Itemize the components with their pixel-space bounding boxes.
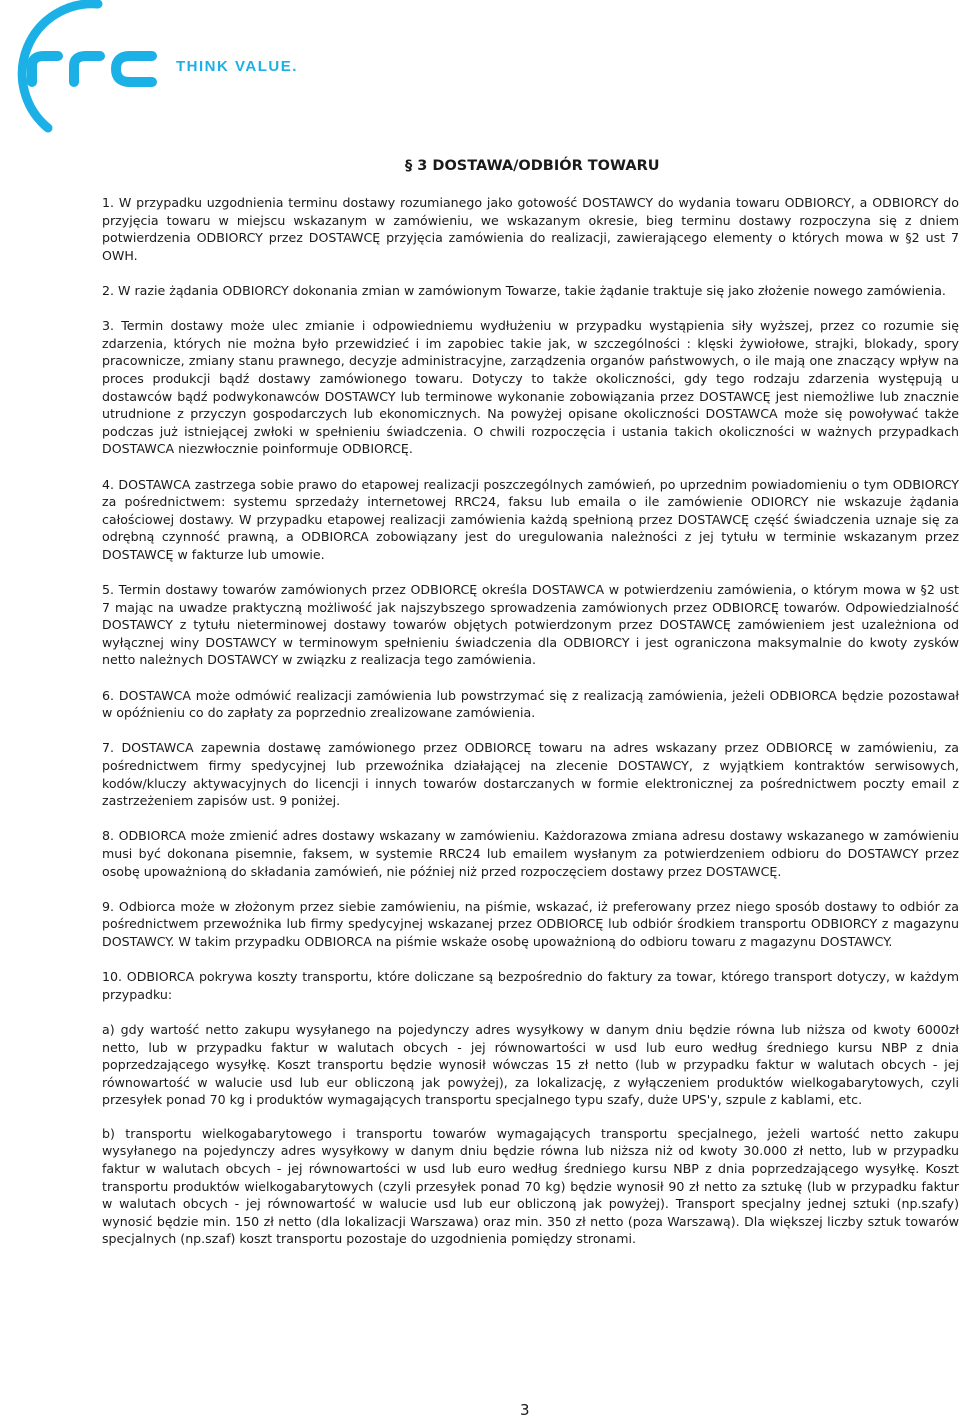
paragraph-3: 3. Termin dostawy może ulec zmianie i odpowiedniemu wydłużeniu w przypadku wystąpienia siły wyższej, przez co rozumie się zdarzenia, których nie można było przewidzieć i im zapobiec takie jak, w szczególności : klęski żywiołowe, strajki, blokady, spory pracownicze, zmiany stanu prawnego, decyzje administracyjne, zarządzenia organów państwowych, o ile mają one znaczący wpływ na proces produkcji bądź dostawy zamówionego towaru. Dotyczy to także okoliczności, gdy tego rodzaju zdarzenia występują u dostawców bądź podwykonawców DOSTAWCY lub terminowe wykonanie zobowiązania przez DOSTAWCĘ jest niemożliwe lub znacznie utrudnione z przyczyn gospodarczych lub ekonomicznych. Na powyżej opisane okoliczności DOSTAWCA może się powoływać także podczas już istniejącej zwłoki w spełnieniu świadczenia. O chwili rozpoczęcia i ustania takich okoliczności w ważnych przypadkach DOSTAWCA niezwłocznie poinformuje ODBIORCĘ.	[102, 318, 959, 457]
paragraph-8: 8. ODBIORCA może zmienić adres dostawy wskazany w zamówieniu. Każdorazowa zmiana adresu dostawy wskazanego w zamówieniu musi być dokonana pisemnie, faksem, w systemie RRC24 lub emailem wysłanym za potwierdzeniem odbioru do DOSTAWCY przez osobę upoważnioną do składania zamówień, nie później niż przed rozpoczęciem dostawy przez DOSTAWCĘ.	[102, 828, 959, 879]
paragraph-2: 2. W razie żądania ODBIORCY dokonania zmian w zamówionym Towarze, takie żądanie traktuje się jako złożenie nowego zamówienia.	[102, 282, 946, 298]
paragraph-7: 7. DOSTAWCA zapewnia dostawę zamówionego przez ODBIORCĘ towaru na adres wskazany przez ODBIORCĘ w zamówieniu, za pośrednictwem firmy spedycyjnej lub przewoźnika działającej na zlecenie DOSTAWCY, z wyjątkiem kontraktów serwisowych, kodów/kluczy aktywacyjnych do licencji i innych towarów dostarczanych w formie elektronicznej za pośrednictwem poczty email z zastrzeżeniem zapisów ust. 9 poniżej.	[102, 740, 959, 809]
subparagraph-b: b) transportu wielkogabarytowego i transportu towarów wymagających transportu specjalnego, jeżeli wartość netto zakupu wysyłanego na pojedynczy adres wysyłkowy w danym dniu będzie równa lub niższa niż od kwoty 30.000 zł netto, lub w przypadku faktur w walutach obcych - jej równowartości w usd lub euro według średniego kursu NBP z dnia poprzedzającego wysyłkę. Koszt transportu produktów wielkogabarytowych (czyli przesyłek ponad 70 kg) będzie wynosił 90 zł netto za sztukę (lub w przypadku faktur w walutach obcych - jej równowartość w walucie usd lub eur obliczoną jak powyżej). Transport specjalny jednej sztuki (np.szafy) wynosić będzie min. 150 zł netto (dla lokalizacji Warszawa) oraz min. 350 zł netto (poza Warszawą). Dla większej liczby sztuk towarów specjalnych (np.szaf) koszt transportu pozostaje do uzgodnienia pomiędzy stronami.	[102, 1125, 959, 1247]
paragraph-6: 6. DOSTAWCA może odmówić realizacji zamówienia lub powstrzymać się z realizacją zamówienia, jeżeli ODBIORCA będzie pozostawał w opóźnieniu co do zapłaty za poprzednio zrealizowane zamówienia.	[102, 687, 959, 721]
paragraph-5: 5. Termin dostawy towarów zamówionych przez ODBIORCĘ określa DOSTAWCA w potwierdzeniu zamówienia, o którym mowa w §2 ust 7 mając na uwadze praktyczną możliwość jak najszybszego sprowadzenia zamówionych przez ODBIORCĘ towarów. Odpowiedzialność DOSTAWCY z tytułu nieterminowej dostawy towarów objętych potwierdzonym przez DOSTAWCĘ zamówieniem jest uzależniona od wyłącznej winy DOSTAWCY w terminowym spełnieniu świadczenia dla ODBIORCY i jest ograniczona maksymalnie do kwoty zysków netto należnych DOSTAWCY w związku z realizacja tego zamówienia.	[102, 582, 959, 668]
section-heading: § 3 DOSTAWA/ODBIÓR TOWARU	[405, 158, 660, 174]
paragraph-4: 4. DOSTAWCA zastrzega sobie prawo do etapowej realizacji poszczególnych zamówień, po uprzednim powiadomieniu o tym ODBIORCY za pośrednictwem: systemu sprzedaży internetowej RRC24, faksu lub emaila o ile zamówienie ODIORCY nie wskazuje żądania całościowej dostawy. W przypadku etapowej realizacji zamówienia każdą spełnioną przez DOSTAWCĘ część świadczenia uznaje się za odrębną czynność prawną, a ODBIORCA zobowiązany jest do uregulowania należności z jej tytułu w terminie wskazanym przez DOSTAWCĘ w fakturze lub umowie.	[102, 476, 959, 562]
document-body	[102, 194, 959, 1264]
paragraph-10: 10. ODBIORCA pokrywa koszty transportu, które doliczane są bezpośrednio do faktury za towar, którego transport dotyczy, w każdym przypadku:	[102, 969, 959, 1002]
page-number: 3	[520, 1401, 530, 1419]
paragraph-9: 9. Odbiorca może w złożonym przez siebie zamówieniu, na piśmie, wskazać, iż preferowany przez niego sposób dostawy to odbiór za pośrednictwem przewoźnika lub firmy spedycyjnej wskazanej przez ODBIORCĘ lub odbiór środkiem transportu ODBIORCY z magazynu DOSTAWCY. W takim przypadku ODBIORCA na piśmie wskaże osobę upoważnioną do odbioru towaru z magazynu DOSTAWCY.	[102, 898, 959, 949]
subparagraph-a: a) gdy wartość netto zakupu wysyłanego na pojedynczy adres wysyłkowy w danym dniu będzie równa lub niższa od kwoty 6000zł netto, lub w przypadku faktur w walutach obcych - jej równowartości w usd lub euro według średniego kursu NBP z dnia poprzedzającego wysyłkę. Koszt transportu będzie wynosił wówczas 15 zł netto (lub w przypadku faktur w walutach obcych - jej równowartość w walucie usd lub eur obliczoną jak powyżej), za lokalizację, z wyłączeniem produktów wielkogabarytowych, czyli przesyłek ponad 70 kg i produktów wymagających transportu specjalnego typu szafy, duże UPS'y, szpule z kablami, etc.	[102, 1021, 959, 1108]
company-logo	[0, 0, 300, 135]
paragraph-1: 1. W przypadku uzgodnienia terminu dostawy rozumianego jako gotowość DOSTAWCY do wydania towaru ODBIORCY, a ODBIORCY do przyjęcia towaru w miejscu wskazanym w zamówieniu, we wskazanym okresie, bieg terminu dostawy rozpoczyna się z dniem potwierdzenia ODBIORCY przez DOSTAWCĘ przyjęcia zamówienia do realizacji, zawierającego elementy o których mowa w §2 ust 7 OWH.	[102, 195, 959, 263]
logo-tagline: THINK VALUE.	[176, 58, 298, 75]
